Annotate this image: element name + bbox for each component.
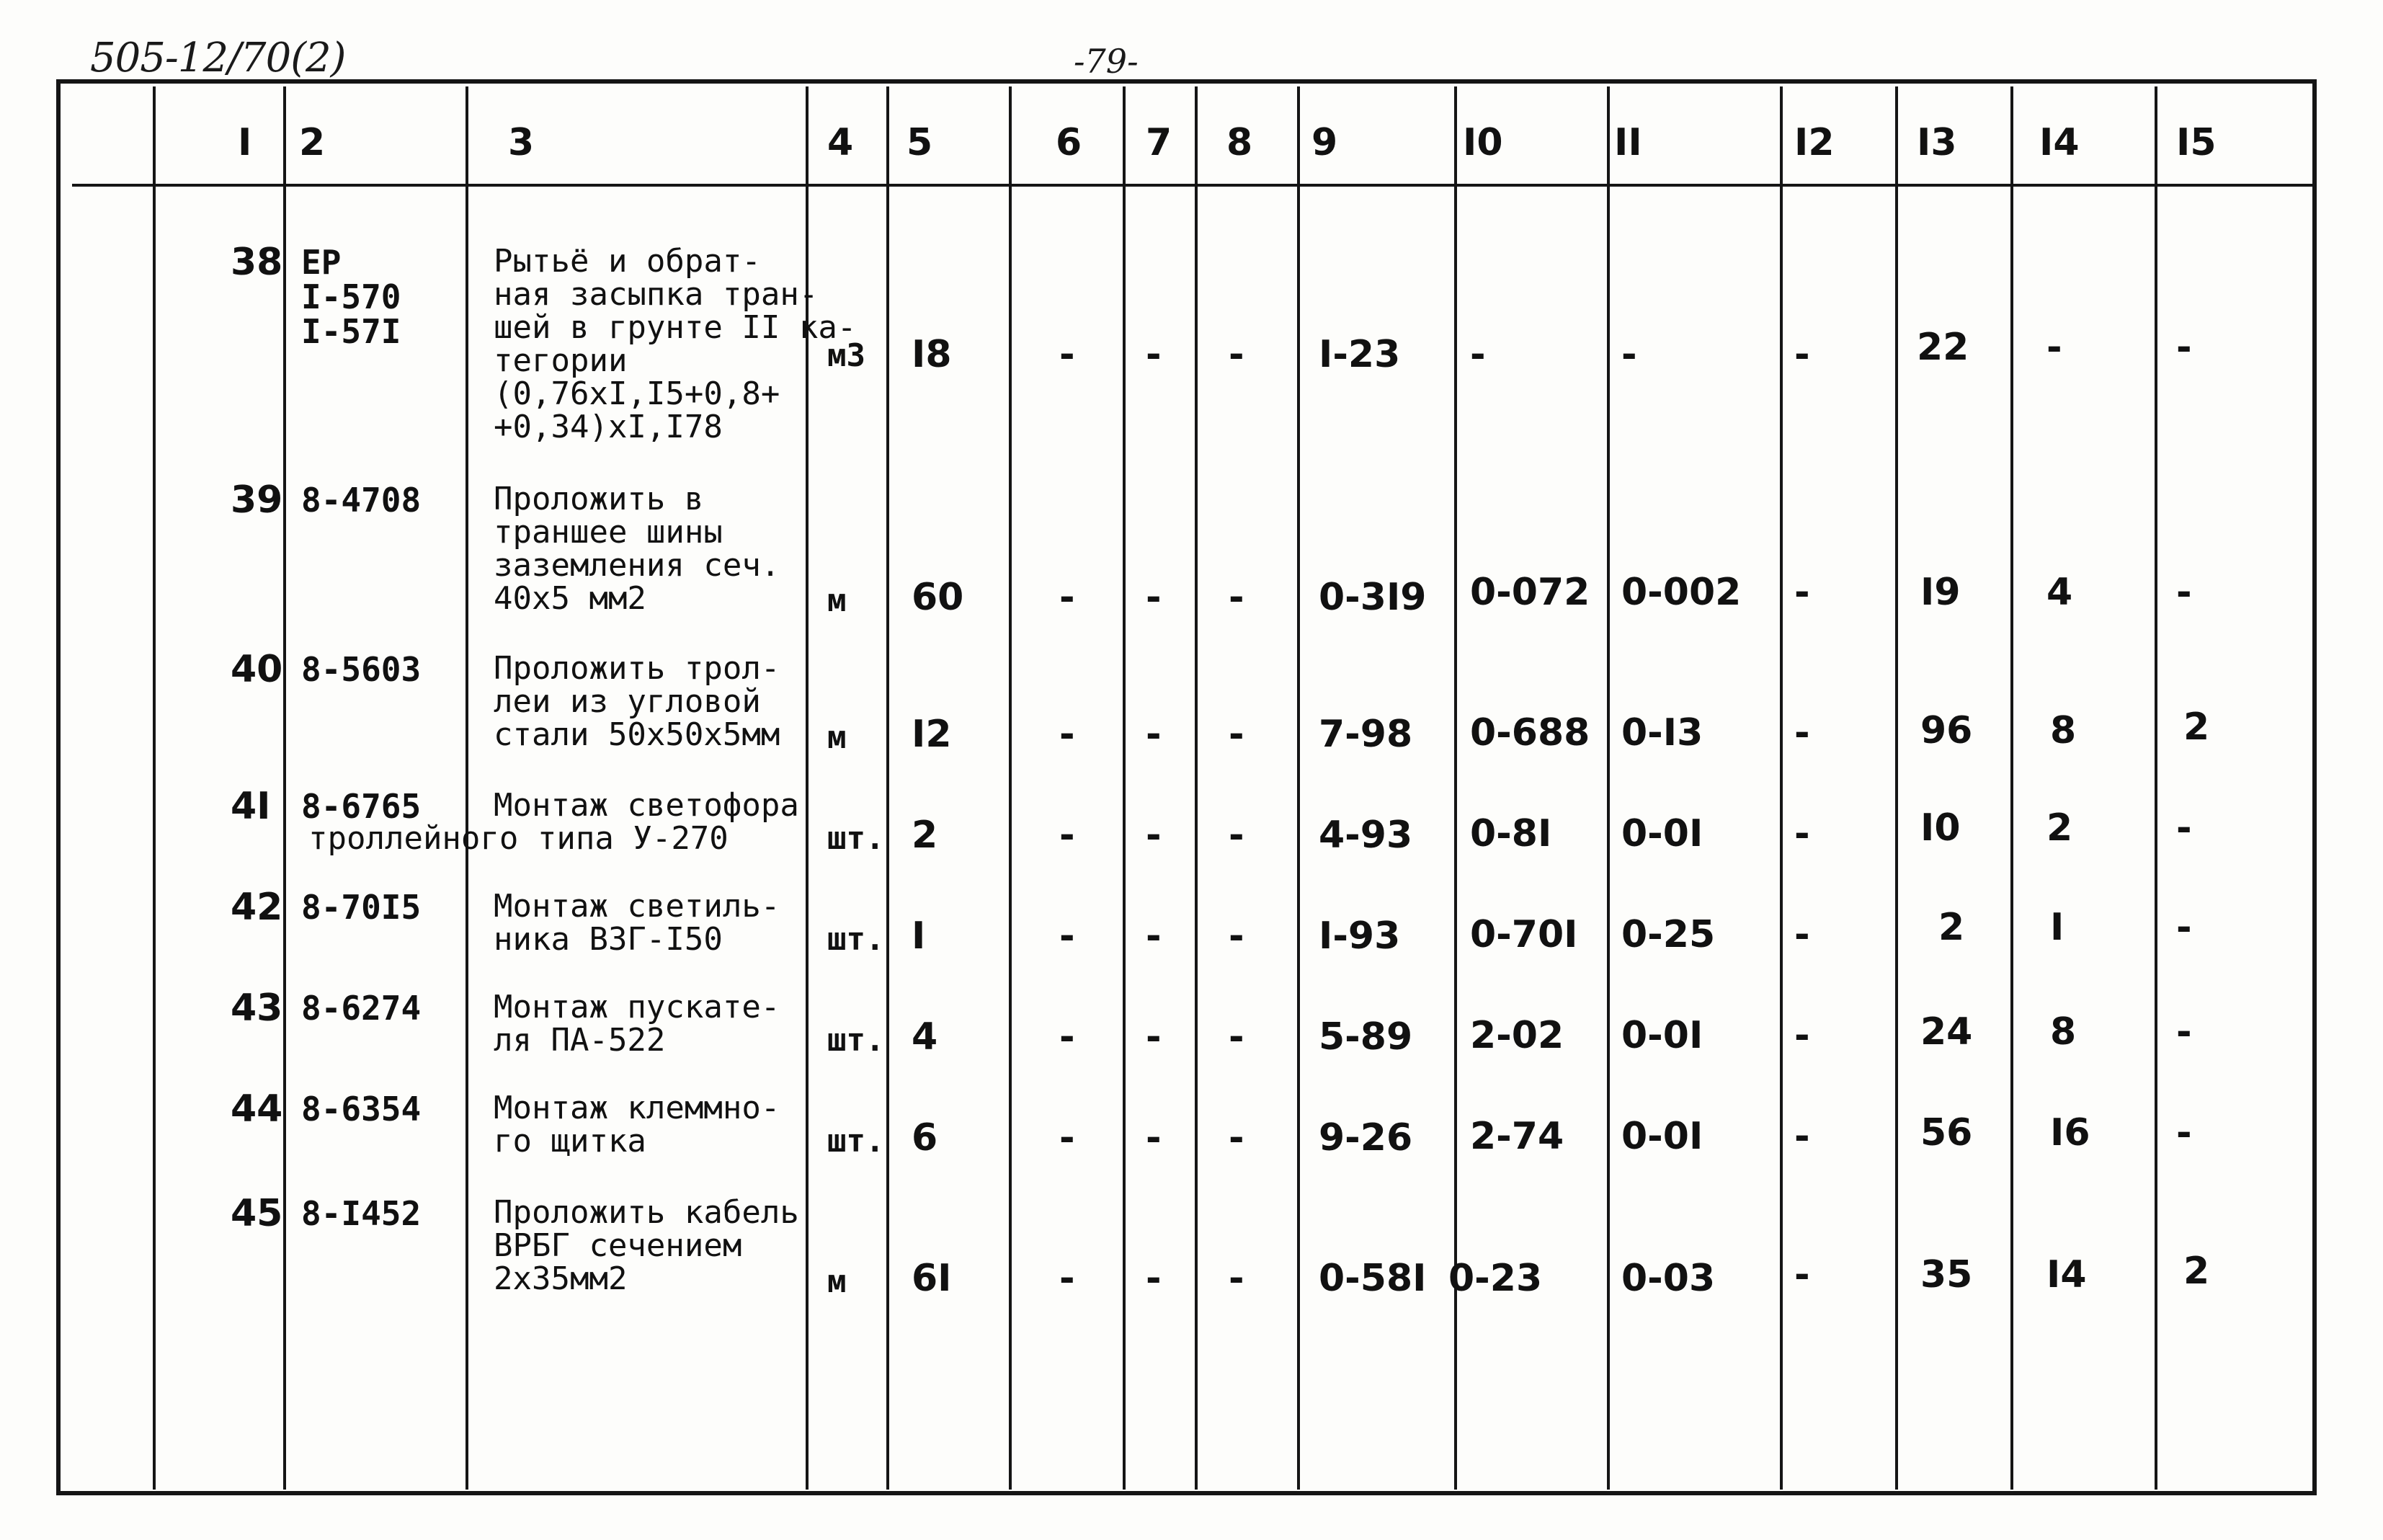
column-divider bbox=[1780, 86, 1783, 1490]
cell-c9: 4-93 bbox=[1319, 814, 1413, 857]
cell-code: 8-70I5 bbox=[301, 888, 422, 927]
column-header: 6 bbox=[1056, 121, 1082, 164]
cell-qty: I8 bbox=[912, 333, 952, 376]
cell-unit: м bbox=[827, 719, 847, 756]
cell-qty: 2 bbox=[912, 814, 938, 857]
cell-c13: 96 bbox=[1920, 709, 1973, 752]
cell-c11: 0-0I bbox=[1621, 1014, 1703, 1057]
cell-qty: 60 bbox=[912, 576, 964, 619]
cell-c12: - bbox=[1794, 913, 1810, 956]
column-divider bbox=[1297, 86, 1300, 1490]
cell-c12: - bbox=[1794, 1253, 1810, 1296]
cell-qty: 4 bbox=[912, 1015, 938, 1059]
cell-code: 8-4708 bbox=[301, 481, 422, 520]
column-header: I2 bbox=[1794, 121, 1835, 164]
cell-c6: - bbox=[1059, 1116, 1075, 1160]
column-divider bbox=[1123, 86, 1126, 1490]
column-divider bbox=[283, 86, 286, 1490]
column-header: II bbox=[1614, 121, 1642, 164]
cell-c12: - bbox=[1794, 812, 1810, 855]
cell-c9: 7-98 bbox=[1319, 713, 1413, 756]
cell-c6: - bbox=[1059, 333, 1075, 376]
column-divider bbox=[153, 86, 156, 1490]
cell-c15: - bbox=[2176, 1010, 2192, 1054]
cell-c10: 2-74 bbox=[1470, 1115, 1564, 1158]
cell-c12: - bbox=[1794, 333, 1810, 376]
column-header: 7 bbox=[1146, 121, 1172, 164]
cell-desc: Проложить в траншее шины заземления сеч. 40х5 мм2 bbox=[494, 481, 780, 617]
cell-c14: 8 bbox=[2050, 1010, 2077, 1054]
cell-c7: - bbox=[1146, 333, 1162, 376]
column-header: 3 bbox=[508, 121, 535, 164]
cell-c13: 24 bbox=[1920, 1010, 1973, 1054]
column-divider bbox=[886, 86, 889, 1490]
cell-unit: шт. bbox=[827, 1123, 885, 1160]
cell-c13: 2 bbox=[1938, 906, 1965, 949]
cell-no: 40 bbox=[231, 648, 283, 691]
column-header: I0 bbox=[1463, 121, 1503, 164]
cell-c8: - bbox=[1229, 576, 1244, 619]
cell-c10: 0-8I bbox=[1470, 812, 1552, 855]
cell-c15: 2 bbox=[2183, 706, 2210, 749]
cell-c14: 4 bbox=[2046, 571, 2073, 614]
cell-c12: - bbox=[1794, 1115, 1810, 1158]
cell-c9: 5-89 bbox=[1319, 1015, 1413, 1059]
cell-qty: 6 bbox=[912, 1116, 938, 1160]
cell-no: 45 bbox=[231, 1192, 283, 1235]
cell-c10: - bbox=[1470, 333, 1486, 376]
column-header: 4 bbox=[827, 121, 854, 164]
cell-c8: - bbox=[1229, 1116, 1244, 1160]
cell-c6: - bbox=[1059, 1257, 1075, 1300]
cell-c12: - bbox=[1794, 571, 1810, 614]
cell-qty: 6I bbox=[912, 1257, 952, 1300]
cell-desc: Монтаж клеммно- го щитка bbox=[494, 1090, 780, 1160]
cell-c10: 0-23 bbox=[1448, 1257, 1543, 1300]
cell-no: 43 bbox=[231, 987, 283, 1030]
cell-c9: 9-26 bbox=[1319, 1116, 1413, 1160]
cell-code: 8-I452 bbox=[301, 1194, 422, 1233]
column-divider bbox=[466, 86, 468, 1490]
cell-c11: 0-03 bbox=[1621, 1257, 1716, 1300]
column-header: I4 bbox=[2039, 121, 2080, 164]
column-divider bbox=[1195, 86, 1198, 1490]
cell-c15: - bbox=[2176, 571, 2192, 614]
cell-c15: - bbox=[2176, 1111, 2192, 1154]
cell-c15: - bbox=[2176, 806, 2192, 850]
cell-unit: м bbox=[827, 582, 847, 619]
cell-desc: Проложить трол- леи из угловой стали 50х50х5мм bbox=[494, 650, 780, 753]
column-header: 2 bbox=[299, 121, 326, 164]
cell-c14: 2 bbox=[2046, 806, 2073, 850]
cell-c10: 0-072 bbox=[1470, 571, 1590, 614]
cell-c13: 35 bbox=[1920, 1253, 1973, 1296]
column-header: I5 bbox=[2176, 121, 2217, 164]
column-header: 9 bbox=[1311, 121, 1338, 164]
cell-c6: - bbox=[1059, 713, 1075, 756]
cell-c12: - bbox=[1794, 711, 1810, 755]
cell-no: 39 bbox=[231, 479, 283, 522]
cell-c7: - bbox=[1146, 1015, 1162, 1059]
cell-unit: м3 bbox=[827, 337, 865, 374]
cell-c14: I4 bbox=[2046, 1253, 2087, 1296]
column-header: 8 bbox=[1226, 121, 1253, 164]
cell-c6: - bbox=[1059, 1015, 1075, 1059]
cell-c9: 0-58I bbox=[1319, 1257, 1427, 1300]
cell-c15: 2 bbox=[2183, 1250, 2210, 1293]
cell-c8: - bbox=[1229, 914, 1244, 958]
cell-c8: - bbox=[1229, 1257, 1244, 1300]
cell-unit: шт. bbox=[827, 1022, 885, 1059]
cell-c8: - bbox=[1229, 1015, 1244, 1059]
cell-no: 42 bbox=[231, 886, 283, 929]
cell-c6: - bbox=[1059, 814, 1075, 857]
cell-c8: - bbox=[1229, 713, 1244, 756]
cell-c11: 0-I3 bbox=[1621, 711, 1703, 755]
cell-unit: шт. bbox=[827, 921, 885, 958]
cell-c8: - bbox=[1229, 333, 1244, 376]
cell-c6: - bbox=[1059, 914, 1075, 958]
cell-code: 8-6274 bbox=[301, 989, 422, 1028]
column-divider bbox=[1607, 86, 1610, 1490]
cell-c15: - bbox=[2176, 906, 2192, 949]
cell-code: ЕР I-570 I-57I bbox=[301, 243, 401, 351]
cell-c7: - bbox=[1146, 914, 1162, 958]
cell-code: 8-6354 bbox=[301, 1090, 422, 1129]
cell-c7: - bbox=[1146, 576, 1162, 619]
column-header: I bbox=[238, 121, 252, 164]
cell-c12: - bbox=[1794, 1014, 1810, 1057]
cell-c7: - bbox=[1146, 814, 1162, 857]
column-header: I3 bbox=[1917, 121, 1957, 164]
cell-c11: 0-002 bbox=[1621, 571, 1742, 614]
cell-desc: Монтаж светофора троллейного типа У-270 bbox=[308, 787, 799, 857]
cell-c11: 0-25 bbox=[1621, 913, 1716, 956]
cell-c13: 56 bbox=[1920, 1111, 1973, 1154]
cell-desc: Проложить кабель ВРБГ сечением 2х35мм2 bbox=[494, 1194, 799, 1297]
cell-c9: 0-3I9 bbox=[1319, 576, 1427, 619]
cell-desc: Монтаж светиль- ника ВЗГ-I50 bbox=[494, 888, 780, 958]
cell-desc: Рытьё и обрат- ная засыпка тран- шей в грунте II ка- тегории (0,76хI,I5+0,8+ +0,34)хI,I78 bbox=[494, 243, 857, 445]
page-number: -79- bbox=[1074, 42, 1139, 81]
column-divider bbox=[1895, 86, 1898, 1490]
cell-code: 8-6765 bbox=[301, 787, 422, 826]
cell-c7: - bbox=[1146, 1257, 1162, 1300]
cell-qty: I2 bbox=[912, 713, 952, 756]
cell-c13: I9 bbox=[1920, 571, 1961, 614]
cell-c6: - bbox=[1059, 576, 1075, 619]
cell-c13: I0 bbox=[1920, 806, 1961, 850]
cell-no: 44 bbox=[231, 1087, 283, 1131]
column-divider bbox=[2155, 86, 2157, 1490]
cell-c9: I-23 bbox=[1319, 333, 1401, 376]
column-header: 5 bbox=[907, 121, 933, 164]
cell-c11: - bbox=[1621, 333, 1637, 376]
cell-unit: м bbox=[827, 1263, 847, 1300]
cell-c8: - bbox=[1229, 814, 1244, 857]
column-divider bbox=[2010, 86, 2013, 1490]
cell-c10: 0-70I bbox=[1470, 913, 1578, 956]
column-divider bbox=[1009, 86, 1012, 1490]
cell-c14: - bbox=[2046, 326, 2062, 369]
cell-desc: Монтаж пускате- ля ПА-522 bbox=[494, 989, 780, 1059]
cell-code: 8-5603 bbox=[301, 650, 422, 689]
cell-c15: - bbox=[2176, 326, 2192, 369]
cell-c11: 0-0I bbox=[1621, 812, 1703, 855]
cell-c7: - bbox=[1146, 1116, 1162, 1160]
cell-c10: 0-688 bbox=[1470, 711, 1590, 755]
cell-qty: I bbox=[912, 914, 926, 958]
cell-no: 4I bbox=[231, 785, 271, 828]
cell-no: 38 bbox=[231, 241, 283, 284]
cell-c14: 8 bbox=[2050, 709, 2077, 752]
cell-c9: I-93 bbox=[1319, 914, 1401, 958]
cell-c14: I6 bbox=[2050, 1111, 2090, 1154]
cell-c11: 0-0I bbox=[1621, 1115, 1703, 1158]
cell-c13: 22 bbox=[1917, 326, 1969, 369]
cell-c7: - bbox=[1146, 713, 1162, 756]
cell-c14: I bbox=[2050, 906, 2064, 949]
cell-c10: 2-02 bbox=[1470, 1014, 1564, 1057]
document-code: 505-12/70(2) bbox=[90, 35, 346, 81]
cell-unit: шт. bbox=[827, 820, 885, 857]
